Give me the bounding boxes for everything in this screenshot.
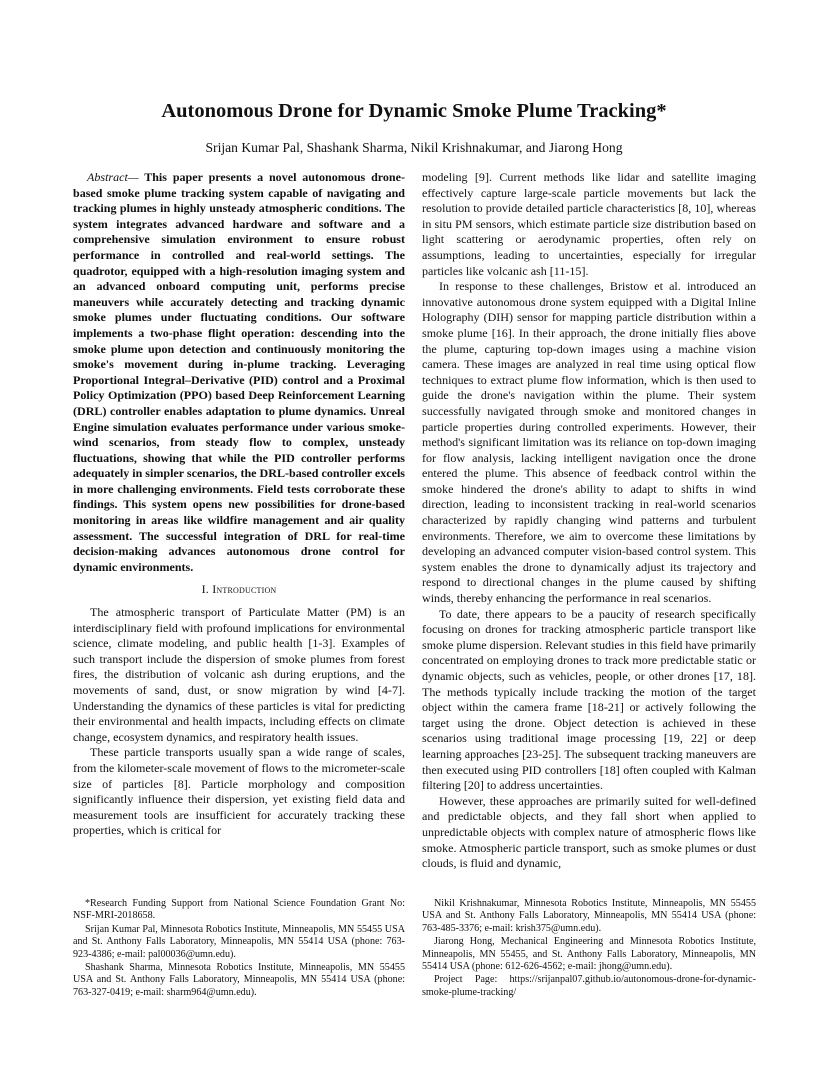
intro-paragraph-6: However, these approaches are primarily suited for well-defined and predictable objects, and they fall short when applied to unpredictable objects with complex nature of atmospheric flows like smoke. Atmospheric particle transport, such as smoke plumes or dust clouds, is fluid and dynamic, [422, 793, 756, 871]
paper-title: Autonomous Drone for Dynamic Smoke Plume Tracking* [161, 100, 667, 122]
intro-paragraph-5: To date, there appears to be a paucity of research specifically focusing on drones for tracking atmospheric particle transport like smoke plume dispersion. Relevant studies in this field have primarily concentrated on employing drones to track more predictable static or dynamic objects, such as vehicles, people, or other drones [17, 18]. The methods typically include tracking the motion of the target object within the camera frame [18-21] or actively following the target using the drone. Object detection is achieved in these scenarios using traditional image processing [19, 22] or deep learning approaches [23-25]. The subsequent tracking maneuvers are then executed using PID controllers [18] often coupled with Kalman filtering [20] to address uncertainties. [422, 606, 756, 793]
section-heading-introduction: I. Introduction [201, 582, 277, 597]
footnotes-left [73, 898, 405, 1000]
footnotes-right [422, 898, 756, 1000]
abstract-text: This paper presents a novel autonomous drone-based smoke plume tracking system capable of navigating and tracking plumes in highly unsteady atmospheric conditions. The system integrates advanced hardware and software and a comprehensive simulation environment to ensure robust performance in controlled and real-world settings. The quadrotor, equipped with a high-resolution imaging system and an advanced onboard computing unit, performs precise maneuvers while accurately detecting and tracking dynamic smoke plumes under fluctuating conditions. Our software implements a two-phase flight operation: descending into the smoke plume upon detection and continuously monitoring the smoke's movement during in-plume tracking. Leveraging Proportional Integral–Derivative (PID) control and a Proximal Policy Optimization (PPO) based Deep Reinforcement Learning (DRL) controller enables adaptation to plume dynamics. Unreal Engine simulation evaluates performance under various smoke-wind scenarios, from steady flow to complex, unsteady fluctuations, showing that while the PID controller performs adequately in simpler scenarios, the DRL-based controller excels in more challenging environments. Field tests corroborate these findings. This system opens new possibilities for drone-based monitoring in areas like wildfire management and air quality assessment. The successful integration of DRL for real-time decision-making advances autonomous drone control for dynamic environments. [73, 170, 405, 574]
footnote-author-pal: Srijan Kumar Pal, Minnesota Robotics Institute, Minneapolis, MN 55455 USA and St. Anthony Falls Laboratory, Minneapolis, MN 55414 USA (phone: 763-923-4386; e-mail: pal00036@umn.edu). [73, 923, 405, 960]
footnote-author-krishnakumar: Nikil Krishnakumar, Minnesota Robotics Institute, Minneapolis, MN 55455 USA and St. Anthony Falls Laboratory, Minneapolis, MN 55414 USA (phone: 763-485-3376; e-mail: krish375@umn.edu). [422, 898, 756, 934]
intro-paragraph-4: In response to these challenges, Bristow et al. introduced an innovative autonomous drone system equipped with a Digital Inline Holography (DIH) sensor for mapping particle distribution within a smoke plume [16]. In their approach, the drone initially flies above the plume, capturing top-down images using a machine vision camera. These images are analyzed in real time using optical flow techniques to extract plume flow information, which is then used to guide the drone's navigation within the plume. Their system successfully navigated through smoke and monitored changes in particle properties during controlled experiments. However, their method's significant limitation was its reliance on top-down imaging for flow analysis, lacking intelligent navigation once the drone entered the plume. This absence of feedback control within the smoke hindered the drone's ability to adapt to shifts in wind direction, leading to inconsistent tracking in real-world scenarios characterized by rapidly changing wind patterns and turbulent environments. Therefore, we aim to overcome these limitations by developing an advanced computer vision-based control system. This system enables the drone to dynamically adjust its trajectory and respond to directional changes in the plume caused by shifting winds, thereby enhancing the performance in real scenarios. [422, 279, 756, 606]
footnote-author-hong: Jiarong Hong, Mechanical Engineering and Minnesota Robotics Institute, Minneapolis, MN 55455, and St. Anthony Falls Laboratory, Minneapolis, MN 55414 USA (phone: 612-626-4562; e-mail: jhong@umn.edu). [422, 936, 756, 973]
footnote-funding: *Research Funding Support from National Science Foundation Grant No: NSF-MRI-2018658. [73, 898, 405, 922]
footnote-author-sharma: Shashank Sharma, Minnesota Robotics Institute, Minneapolis, MN 55455 USA and St. Anthony Falls Laboratory, Minneapolis, MN 55414 USA (phone: 763-327-0419; e-mail: sharm964@umn.edu). [73, 962, 405, 998]
left-column [73, 170, 405, 839]
abstract [73, 170, 405, 575]
abstract-label: Abstract— [87, 170, 139, 184]
author-list: Srijan Kumar Pal, Shashank Sharma, Nikil Krishnakumar, and Jiarong Hong [205, 140, 623, 155]
footnote-project-page: Project Page: https://srijanpal07.github.io/autonomous-drone-for-dynamic-smoke-plume-tracking/ [422, 974, 756, 998]
intro-paragraph-3: modeling [9]. Current methods like lidar and satellite imaging effectively capture large-scale particle movements but lack the resolution to provide detailed particle characteristics [8, 10], whereas in situ PM sensors, which estimate particle size distribution based on light scattering or aerodynamic properties, often rely on assumptions, leading to uncertainties, especially for irregular particles like volcanic ash [11-15]. [422, 170, 756, 278]
intro-paragraph-2: These particle transports usually span a wide range of scales, from the kilometer-scale movement of flows to the micrometer-scale size of particles [8]. Particle morphology and composition significantly influence their dispersion, yet existing field data and measurement tools are insufficient for accurately tracking these properties, which is critical for [73, 745, 405, 838]
intro-paragraph-1: The atmospheric transport of Particulate Matter (PM) is an interdisciplinary field with profound implications for environmental science, climate modeling, and public health [1-3]. Examples of such transport include the dispersion of smoke plumes from forest fires, the distribution of volcanic ash during eruptions, and the movements of sand, dust, or snow migration by wind [4-7]. Understanding the dynamics of these particles is vital for predicting their environmental and health impacts, including effects on climate change, ecosystem dynamics, and respiratory health issues. [73, 605, 405, 744]
right-column [422, 170, 756, 872]
